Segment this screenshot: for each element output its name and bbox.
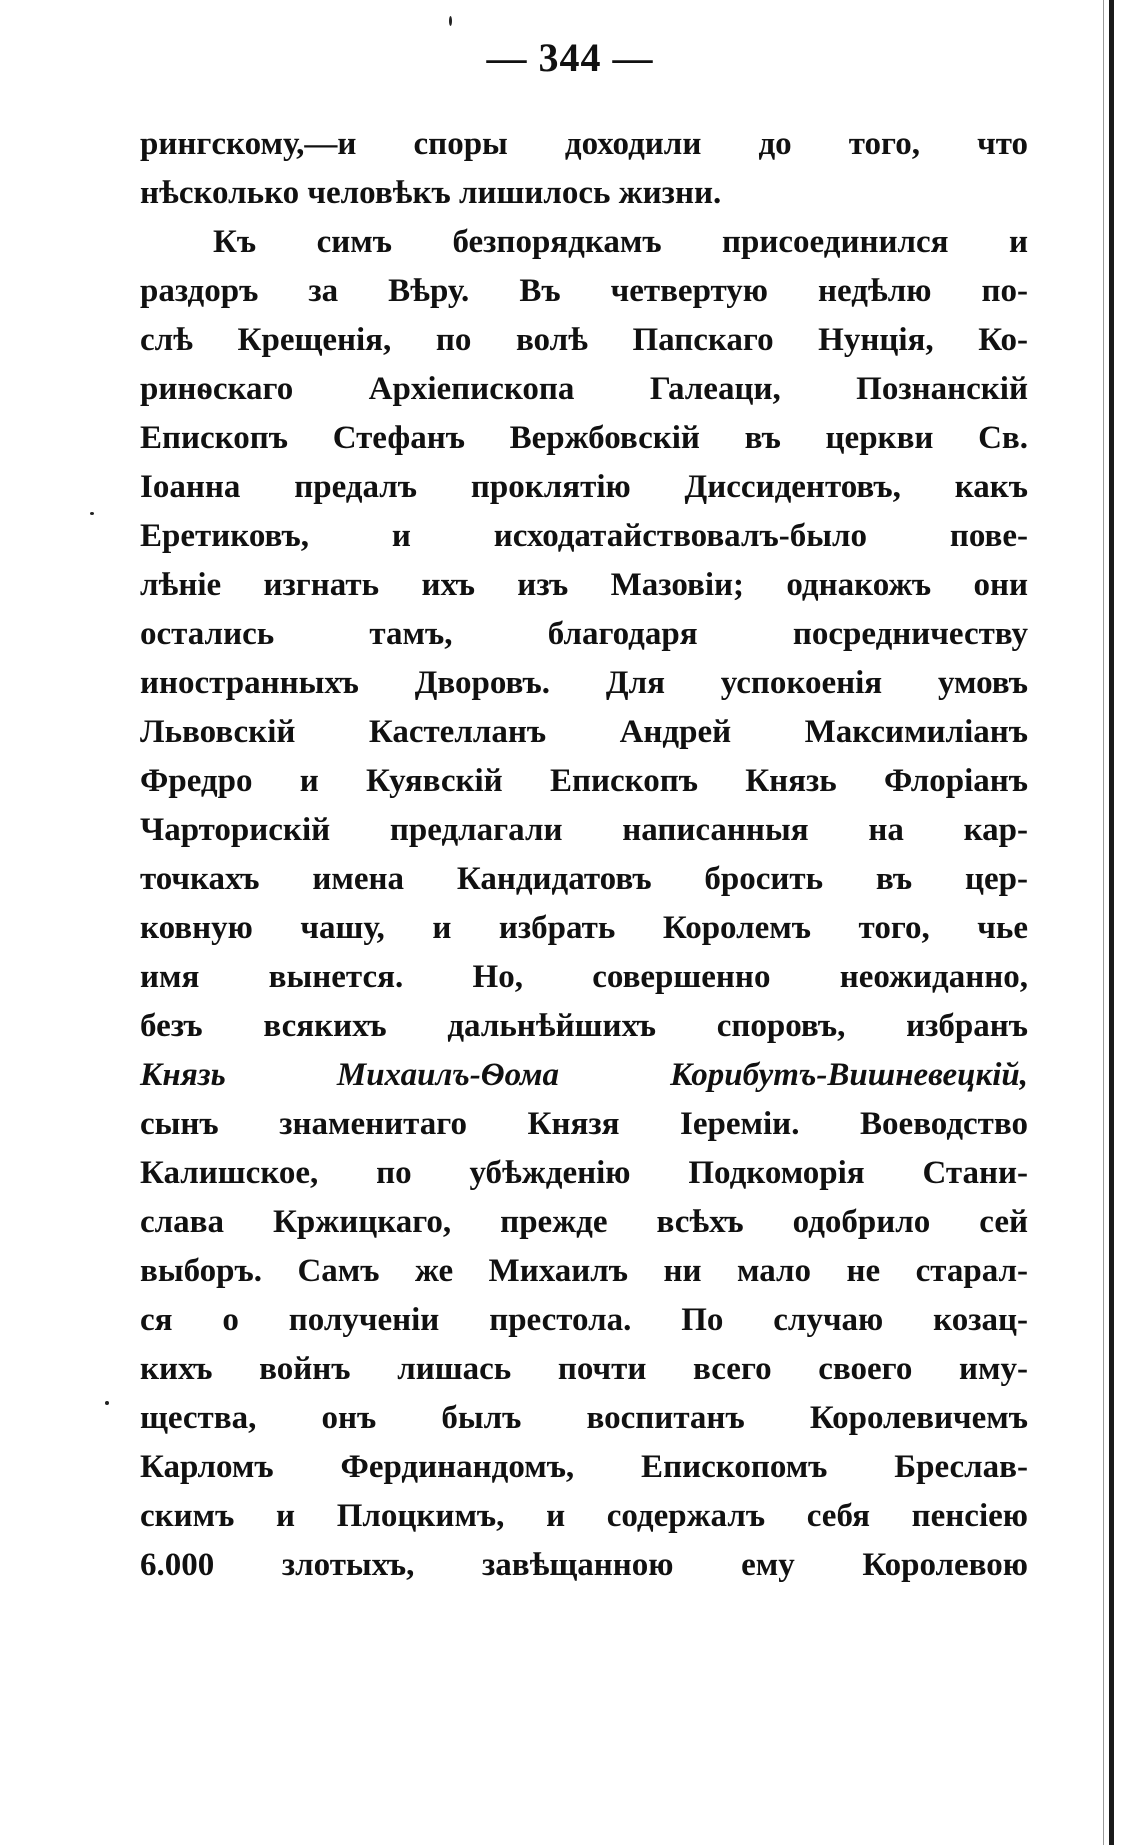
text-line: Князь Михаилъ-Ѳома Корибутъ-Вишневецкій, <box>140 1057 1028 1093</box>
text-line: Карломъ Фердинандомъ, Епископомъ Бреслав- <box>140 1449 1028 1485</box>
print-speck <box>449 16 452 26</box>
print-speck <box>90 512 94 515</box>
text-line: Еретиковъ, и исходатайствовалъ-было пове- <box>140 518 1028 554</box>
text-line: выборъ. Самъ же Михаилъ ни мало не старал- <box>140 1253 1028 1289</box>
text-line: слѣ Крещенія, по волѣ Папскаго Нунція, Ко- <box>140 322 1028 358</box>
text-line: Іоанна предалъ проклятію Диссидентовъ, какъ <box>140 469 1028 505</box>
text-line: скимъ и Плоцкимъ, и содержалъ себя пенсіею <box>140 1498 1028 1534</box>
text-line: нѣсколько человѣкъ лишилось жизни. <box>140 175 722 211</box>
text-line: Епископъ Стефанъ Вержбовскій въ церкви Св. <box>140 420 1028 456</box>
text-line: безъ всякихъ дальнѣйшихъ споровъ, избранъ <box>140 1008 1028 1044</box>
text-line: слава Кржицкаго, прежде всѣхъ одобрило сей <box>140 1204 1028 1240</box>
text-line: точкахъ имена Кандидатовъ бросить въ цер- <box>140 861 1028 897</box>
text-line: 6.000 злотыхъ, завѣщанною ему Королевою <box>140 1547 1028 1583</box>
page-edge-line <box>1103 0 1104 1845</box>
text-line: щества, онъ былъ воспитанъ Королевичемъ <box>140 1400 1028 1436</box>
text-line: ринѳскаго Архіепископа Галеаци, Познанскій <box>140 371 1028 407</box>
text-line: иностранныхъ Дворовъ. Для успокоенія умовъ <box>140 665 1028 701</box>
page-number: — 344 — <box>486 35 654 80</box>
text-line: имя вынется. Но, совершенно неожиданно, <box>140 959 1028 995</box>
text-line: рингскому,—и споры доходили до того, что <box>140 126 1028 162</box>
text-line: Къ симъ безпорядкамъ присоединился и <box>213 224 1028 260</box>
text-line: раздоръ за Вѣру. Въ четвертую недѣлю по- <box>140 273 1028 309</box>
text-line: Чарторискій предлагали написанныя на кар- <box>140 812 1028 848</box>
text-line: Калишское, по убѣжденію Подкоморія Стани- <box>140 1155 1028 1191</box>
text-line: остались тамъ, благодаря посредничеству <box>140 616 1028 652</box>
text-line: ковную чашу, и избрать Королемъ того, чье <box>140 910 1028 946</box>
text-line: ся о полученіи престола. По случаю козац- <box>140 1302 1028 1338</box>
text-line: Львовскій Кастелланъ Андрей Максимиліанъ <box>140 714 1028 750</box>
text-line: лѣніе изгнать ихъ изъ Мазовіи; однакожъ они <box>140 567 1028 603</box>
text-line: кихъ войнъ лишась почти всего своего иму- <box>140 1351 1028 1387</box>
text-line: сынъ знаменитаго Князя Іереміи. Воеводство <box>140 1106 1028 1142</box>
print-speck <box>105 1401 109 1405</box>
text-line: Фредро и Куявскій Епископъ Князь Флоріанъ <box>140 763 1028 799</box>
body-text <box>140 120 1028 1590</box>
page-edge-shadow <box>1109 0 1114 1845</box>
